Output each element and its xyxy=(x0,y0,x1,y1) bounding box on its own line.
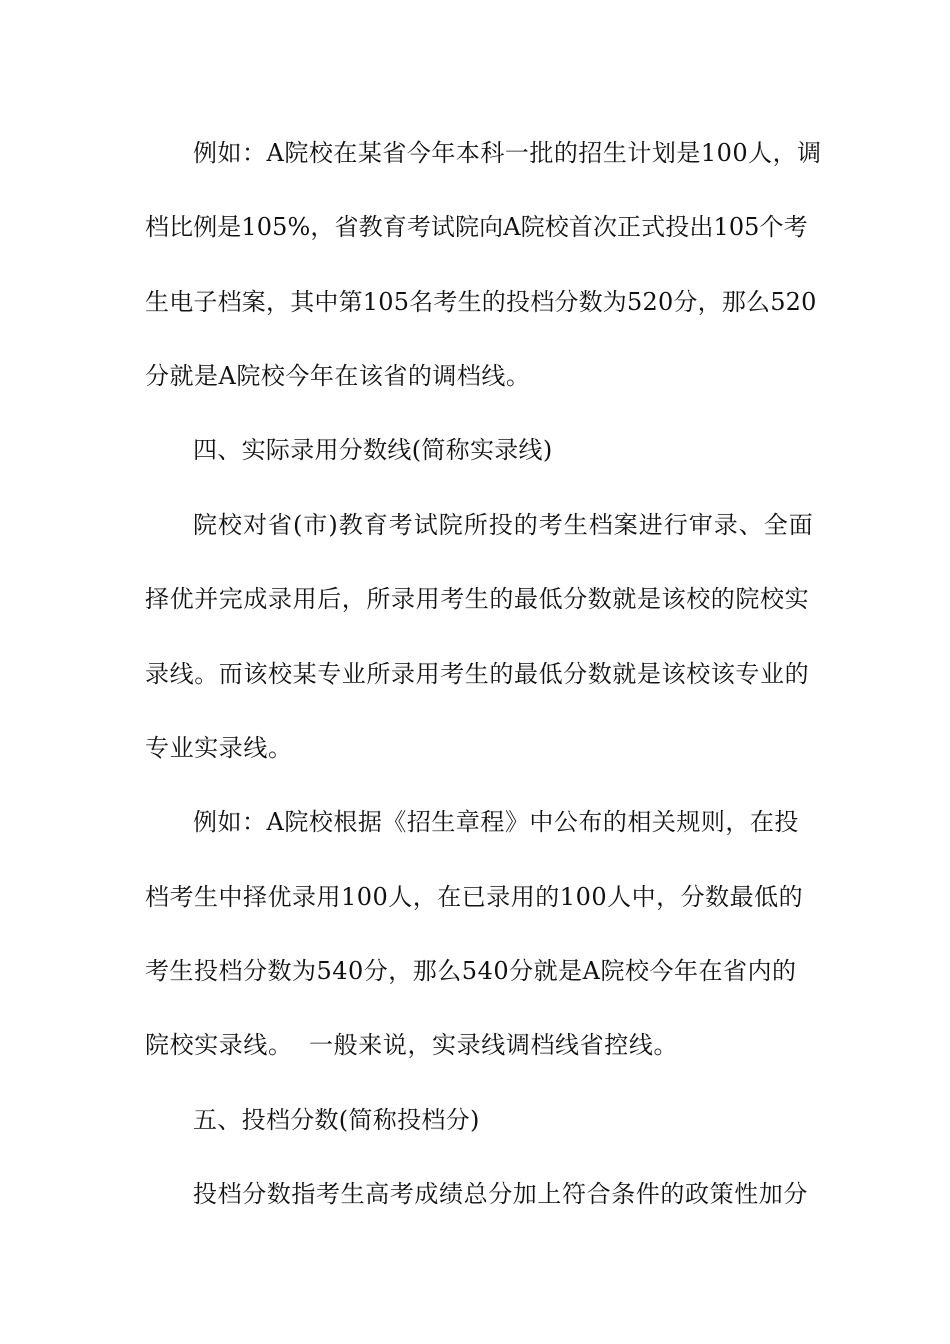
text-line: 生电子档案，其中第105名考生的投档分数为520分，那么520 xyxy=(145,288,817,316)
text-line: 专业实录线。 xyxy=(145,734,293,762)
text-line: 考生投档分数为540分，那么540分就是A院校今年在省内的 xyxy=(145,957,797,985)
text-line: 院校对省(市)教育考试院所投的考生档案进行审录、全面 xyxy=(193,511,814,539)
text-line: 档考生中择优录用100人，在已录用的100人中，分数最低的 xyxy=(145,883,804,911)
text-line: 分就是A院校今年在该省的调档线。 xyxy=(145,362,531,390)
text-line: 档比例是105%，省教育考试院向A院校首次正式投出105个考 xyxy=(145,213,808,241)
text-line: 择优并完成录用后，所录用考生的最低分数就是该校的院校实 xyxy=(145,585,810,613)
text-line: 院校实录线。 一般来说，实录线调档线省控线。 xyxy=(145,1031,679,1059)
text-line: 例如：A院校在某省今年本科一批的招生计划是100人，调 xyxy=(193,139,822,167)
text-line: 例如：A院校根据《招生章程》中公布的相关规则，在投 xyxy=(193,808,799,836)
text-line: 投档分数指考生高考成绩总分加上符合条件的政策性加分 xyxy=(193,1180,808,1208)
section-heading: 五、投档分数(简称投档分) xyxy=(193,1106,480,1134)
section-heading: 四、实际录用分数线(简称实录线) xyxy=(193,436,553,464)
text-line: 录线。而该校某专业所录用考生的最低分数就是该校该专业的 xyxy=(145,660,810,688)
